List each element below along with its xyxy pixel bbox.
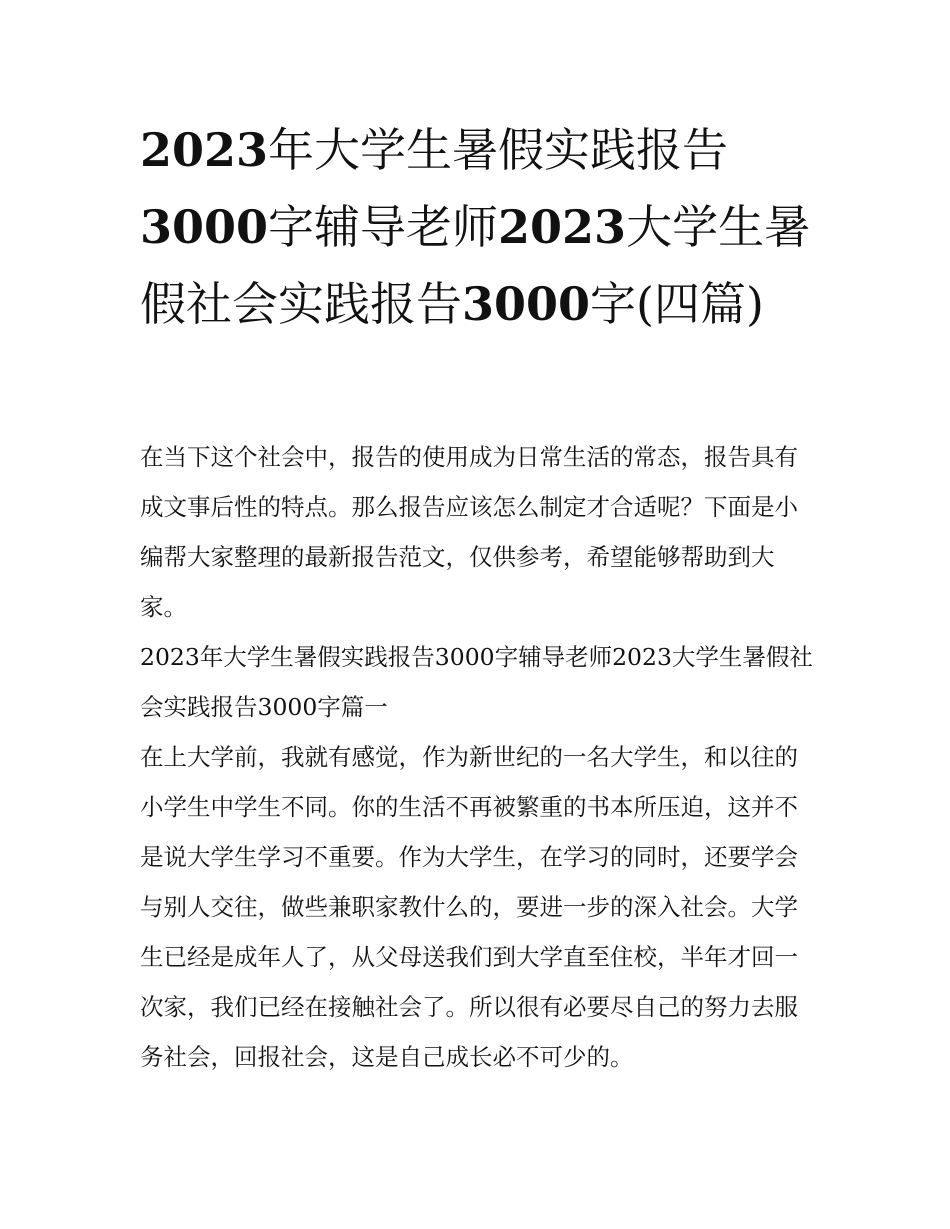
document-body [140,432,820,1082]
title-segment: 字辅导老师 [268,200,499,254]
intro-paragraph: 在当下这个社会中，报告的使用成为日常生活的常态，报告具有成文事后性的特点。那么报告应该怎么制定才合适呢？下面是小编帮大家整理的最新报告范文，仅供参考，希望能够帮助到大家。 [140,443,798,621]
section-heading: 2023年大学生暑假实践报告3000字辅导老师2023大学生暑假社会实践报告3000字篇一 [140,643,813,721]
title-segment: 字(四篇) [590,277,764,331]
body-paragraph: 在上大学前，我就有感觉，作为新世纪的一名大学生，和以往的小学生中学生不同。你的生活不再被繁重的书本所压迫，这并不是说大学生学习不重要。作为大学生，在学习的同时，还要学会与别人交往，做些兼职家教什么的，要进一步的深入社会。大学生已经是成年人了，从父母送我们到大学直至住校，半年才回一次家，我们已经在接触社会了。所以很有必要尽自己的努力去服务社会，回报社会，这是自己成长必不可少的。 [140,743,798,1071]
title-segment: 3000 [462,277,591,331]
title-segment: 年大学生暑假实践报告 [268,123,729,177]
title-segment: 大学生暑假社会实践报告 [140,200,811,331]
title-segment: 2023 [498,200,627,254]
title-segment: 3000 [140,200,269,254]
document-title [140,112,820,343]
title-segment: 2023 [140,123,269,177]
